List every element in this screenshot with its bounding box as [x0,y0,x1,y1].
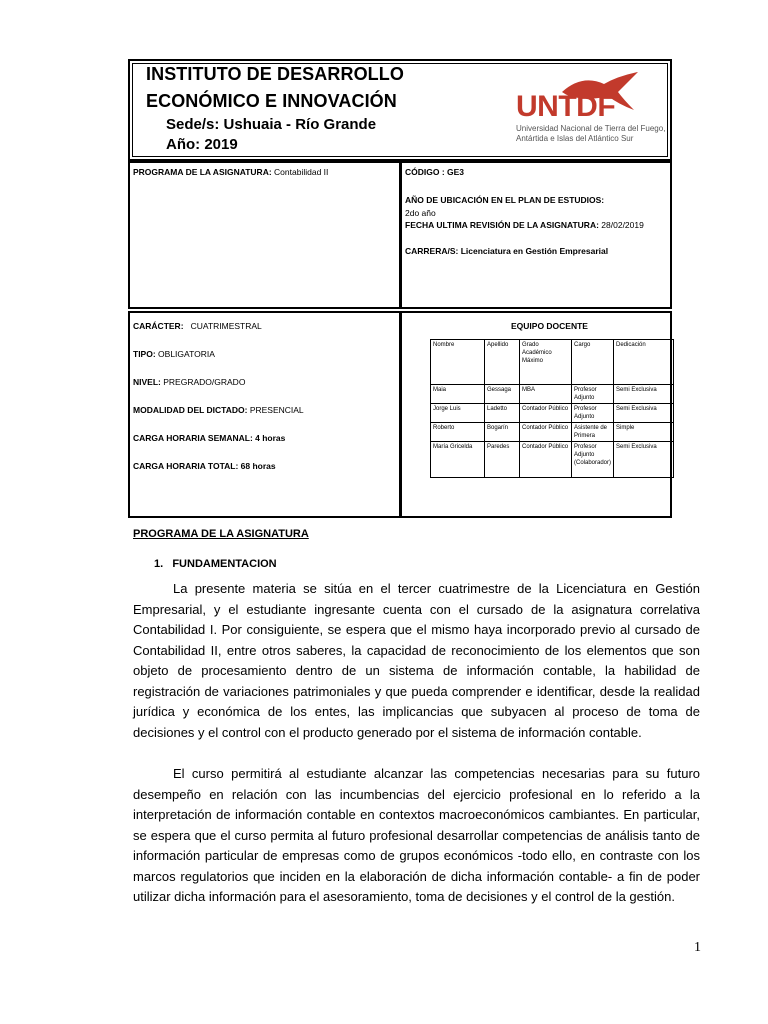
table-cell: MBA [520,385,572,404]
header-cell: Dedicación [614,340,674,385]
year-text: Año: 2019 [166,136,238,153]
sede-text: Sede/s: Ushuaia - Río Grande [166,116,377,133]
table-row [431,423,674,442]
header-cell: Cargo [572,340,614,385]
carrera-text: CARRERA/S: Licenciatura en Gestión Empresarial [405,246,609,256]
table-row [431,442,674,478]
program-label-line [133,167,328,177]
table-cell: Maia [431,385,485,404]
caracter-label: CARÁCTER: [133,321,184,331]
table-cell: Simple [614,423,674,442]
equipo-title: EQUIPO DOCENTE [511,321,588,331]
table-cell: Contador Público [520,404,572,423]
logo-wordmark: UNTDF [516,90,616,123]
logo-subtitle-2: Antártida e Islas del Atlántico Sur [516,134,634,143]
tipo-line [133,349,215,359]
nivel-line [133,377,245,387]
nivel-value: PREGRADO/GRADO [163,377,246,387]
table-cell: Ladetto [485,404,520,423]
modalidad-line [133,405,304,415]
program-label: PROGRAMA DE LA ASIGNATURA: [133,167,272,177]
table-row [431,404,674,423]
fecha-label: FECHA ULTIMA REVISIÓN DE LA ASIGNATURA: [405,220,599,230]
nivel-label: NIVEL: [133,377,161,387]
paragraph-1 [133,579,700,743]
caracter-line [133,321,262,331]
table-cell: Asistente de Primera [572,423,614,442]
logo-subtitle-1: Universidad Nacional de Tierra del Fuego, [516,124,666,133]
fecha-line [405,220,644,230]
equipo-table [430,339,674,478]
table-cell: María Gricelda [431,442,485,478]
table-cell: Profesor Adjunto (Colaborador) [572,442,614,478]
carga-total: CARGA HORARIA TOTAL: 68 horas [133,461,276,471]
table-cell: Contador Público [520,442,572,478]
paragraph-2-text: El curso permitirá al estudiante alcanzar las competencias necesarias para su futuro desempeño en relación con las incumbencias del ejercicio profesional en lo referido a la interpretación de información contable en contextos macroeconómicos cambiantes. En particular, se espera que el curso permita al futuro profesional desarrollar competencias de análisis tanto de información particular de empresas como de grupos económicos -todo ello, en contraste con los marcos regulatorios que inciden en la elaboración de dicha información contable- a fin de poder utilizar dicha información para el asesoramiento, toma de decisiones y el control de la gestión. [133,766,700,904]
institute-name-line2: ECONÓMICO E INNOVACIÓN [146,91,397,111]
table-cell: Jorge Luis [431,404,485,423]
header-cell: Apellido [485,340,520,385]
table-cell: Contador Público [520,423,572,442]
carga-semanal: CARGA HORARIA SEMANAL: 4 horas [133,433,286,443]
codigo-text: CÓDIGO : GE3 [405,167,465,177]
table-cell: Roberto [431,423,485,442]
table-cell: Bogarín [485,423,520,442]
header-cell: Nombre [431,340,485,385]
tipo-value: OBLIGATORIA [158,349,215,359]
institute-name-line1: INSTITUTO DE DESARROLLO [146,64,404,84]
modalidad-value: PRESENCIAL [249,405,304,415]
ano-value: 2do año [405,208,436,218]
table-row [431,385,674,404]
paragraph-2 [133,764,700,908]
program-value: Contabilidad II [274,167,329,177]
header-cell: Grado Académico Máximo [520,340,572,385]
section-title: PROGRAMA DE LA ASIGNATURA [133,528,309,540]
tipo-label: TIPO: [133,349,156,359]
table-cell: Semi Exclusiva [614,442,674,478]
subsection-title: 1. FUNDAMENTACION [154,558,277,570]
table-cell: Profesor Adjunto [572,404,614,423]
table-cell: Paredes [485,442,520,478]
ano-label: AÑO DE UBICACIÓN EN EL PLAN DE ESTUDIOS: [405,195,605,205]
code-box [400,161,672,309]
table-cell: Gessaga [485,385,520,404]
table-cell: Semi Exclusiva [614,404,674,423]
caracter-value: CUATRIMESTRAL [190,321,262,331]
table-cell: Profesor Adjunto [572,385,614,404]
fecha-value: 28/02/2019 [601,220,644,230]
program-box [128,161,401,309]
page-number: 1 [694,940,701,955]
equipo-header-row [431,340,674,385]
table-cell: Semi Exclusiva [614,385,674,404]
modalidad-label: MODALIDAD DEL DICTADO: [133,405,248,415]
paragraph-1-text: La presente materia se sitúa en el tercer cuatrimestre de la Licenciatura en Gestión Empresarial, y el estudiante ingresante cuenta con el cursado de la asignatura correlativa Contabilidad I. Por consiguiente, se espera que el mismo haya incorporado previo al cursado de Contabilidad II, entre otros saberes, la capacidad de reconocimiento de los elementos que son objeto de procesamiento dentro de un sistema de información contable, la habilidad de registración de variaciones patrimoniales y que pueda comprender e identificar, desde la realidad jurídica y económica de los entes, las implicancias que subyacen al proceso de toma de decisiones y el control con el producto generado por el sistema de información contable. [133,581,700,740]
